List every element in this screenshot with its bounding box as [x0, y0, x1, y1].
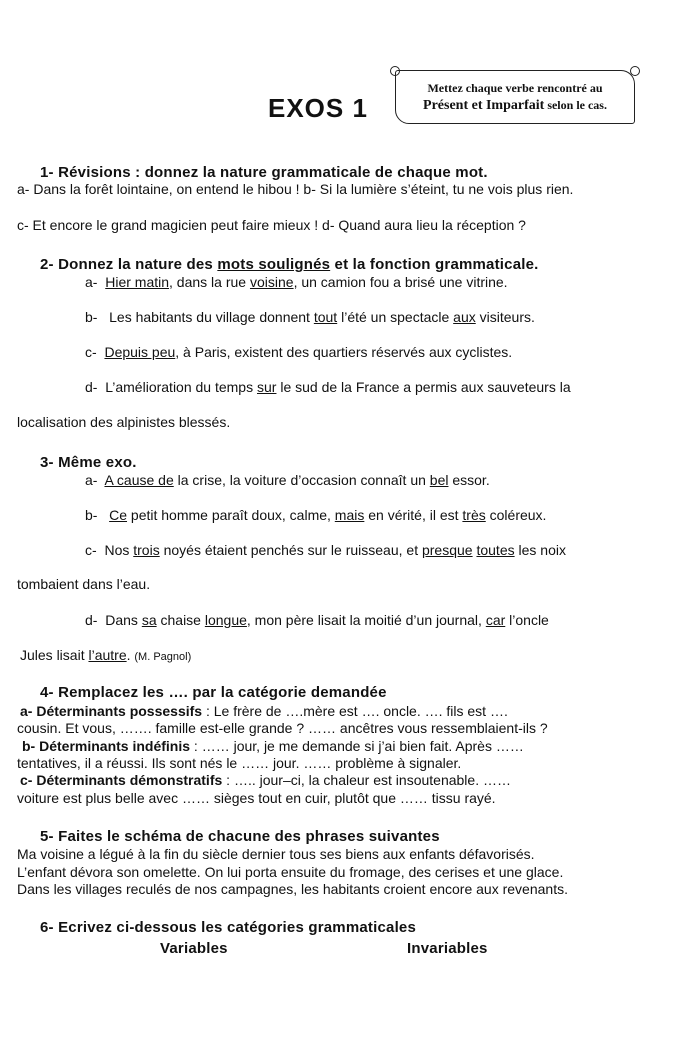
ex3-sentence-d: d- Dans sa chaise longue, mon père lisait la moitié d’un journal, car l’oncle — [85, 612, 549, 628]
ex4-a-line-2: cousin. Et vous, ……. famille est-elle grande ? …… ancêtres vous ressemblaient-ils ? — [17, 720, 548, 736]
citation-source: (M. Pagnol) — [134, 651, 192, 663]
ex3-sentence-d-cont: Jules lisait l’autre. (M. Pagnol) — [20, 647, 192, 663]
ex6-heading: 6- Ecrivez ci-dessous les catégories grammaticales — [40, 919, 417, 936]
ex5-heading: 5- Faites le schéma de chacune des phrases suivantes — [40, 828, 440, 845]
ex5-sentence-1: Ma voisine a légué à la fin du siècle dernier tous ses biens aux enfants défavorisés. — [17, 846, 535, 862]
ex3-heading: 3- Même exo. — [40, 454, 137, 471]
page-title: EXOS 1 — [268, 93, 368, 123]
ex1-line-1: a- Dans la forêt lointaine, on entend le hibou ! b- Si la lumière s’éteint, tu ne vois plus rien. — [17, 181, 574, 197]
ex5-sentence-3: Dans les villages reculés de nos campagnes, les habitants croient encore aux revenants. — [17, 881, 568, 897]
ex2-sentence-a: a- Hier matin, dans la rue voisine, un camion fou a brisé une vitrine. — [85, 274, 508, 290]
scroll-line-2: Présent et Imparfait selon le cas. — [423, 98, 607, 113]
ex3-sentence-c: c- Nos trois noyés étaient penchés sur le ruisseau, et presque toutes les noix — [85, 542, 566, 558]
ex4-b-line-2: tentatives, il a réussi. Ils sont nés le …… jour. …… problème à signaler. — [17, 755, 462, 771]
ex3-sentence-c-cont: tombaient dans l’eau. — [17, 576, 151, 592]
ex4-a-line-1: a- Déterminants possessifs : Le frère de ….mère est …. oncle. …. fils est …. — [20, 703, 508, 719]
ex1-heading: 1- Révisions : donnez la nature grammaticale de chaque mot. — [40, 164, 488, 181]
ex3-sentence-b: b- Ce petit homme paraît doux, calme, mais en vérité, il est très coléreux. — [85, 507, 547, 523]
column-invariables: Invariables — [407, 940, 488, 957]
scroll-curl-icon — [630, 66, 640, 76]
scroll-line-1: Mettez chaque verbe rencontré au — [427, 81, 603, 95]
ex4-c-line-1: c- Déterminants démonstratifs : ….. jour–ci, la chaleur est insoutenable. …… — [20, 772, 511, 788]
ex4-c-line-2: voiture est plus belle avec …… sièges tout en cuir, plutôt que …… tissu rayé. — [17, 790, 496, 806]
scroll-curl-icon — [390, 66, 400, 76]
column-variables: Variables — [160, 940, 228, 957]
ex2-sentence-b: b- Les habitants du village donnent tout l’été un spectacle aux visiteurs. — [85, 309, 535, 325]
ex2-sentence-d: d- L’amélioration du temps sur le sud de la France a permis aux sauveteurs la — [85, 379, 571, 395]
ex1-line-2: c- Et encore le grand magicien peut faire mieux ! d- Quand aura lieu la réception ? — [17, 217, 526, 233]
ex4-b-line-1: b- Déterminants indéfinis : …… jour, je me demande si j’ai bien fait. Après …… — [22, 738, 524, 754]
ex2-heading: 2- Donnez la nature des mots soulignés et la fonction grammaticale. — [40, 256, 539, 273]
ex5-sentence-2: L’enfant dévora son omelette. On lui porta ensuite du fromage, des cerises et une glace. — [17, 864, 564, 880]
instruction-scroll — [395, 70, 635, 124]
ex3-sentence-a: a- A cause de la crise, la voiture d’occasion connaît un bel essor. — [85, 472, 490, 488]
ex2-sentence-c: c- Depuis peu, à Paris, existent des quartiers réservés aux cyclistes. — [85, 344, 513, 360]
ex4-heading: 4- Remplacez les …. par la catégorie demandée — [40, 684, 387, 701]
ex2-sentence-d-cont: localisation des alpinistes blessés. — [17, 414, 231, 430]
